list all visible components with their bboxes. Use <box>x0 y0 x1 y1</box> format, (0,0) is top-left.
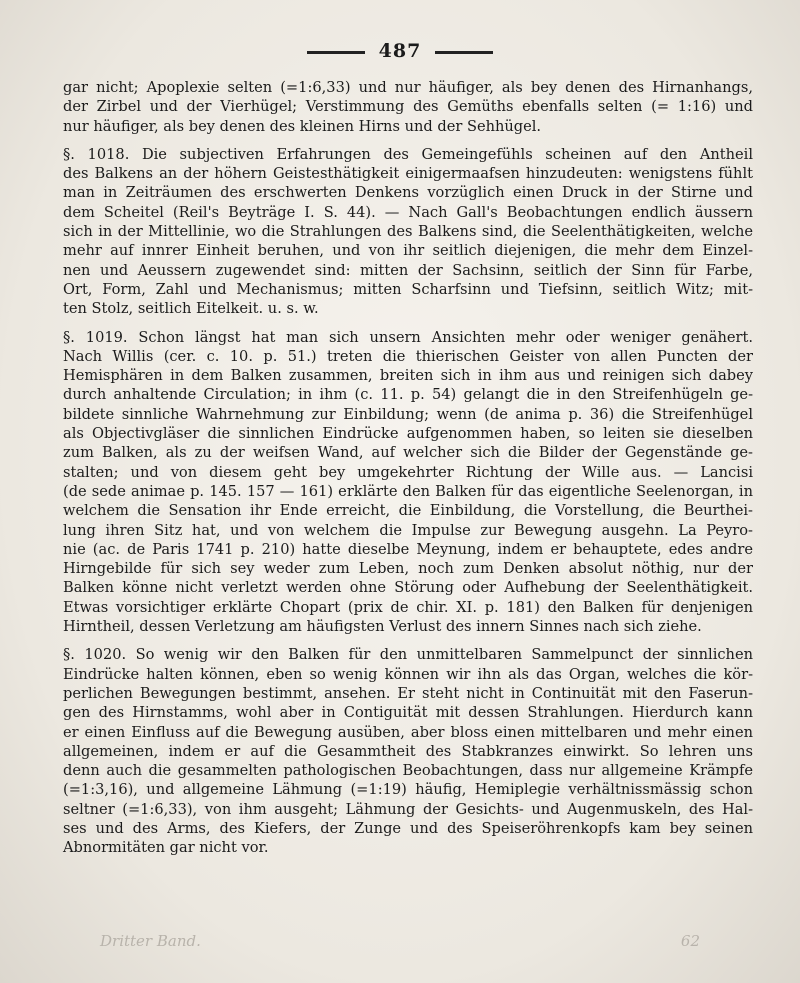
text-line: Ort, Form, Zahl und Mechanismus; mitten Scharfsinn und Tiefsinn, seitlich Witz; mit- <box>63 280 753 298</box>
text-line: denn auch die gesammelten pathologischen Beobachtungen, dass nur allgemeine Krämpfe <box>63 762 753 780</box>
text-line: bildete sinnliche Wahrnehmung zur Einbildung; wenn (de anima p. 36) die Streifenhügel <box>63 405 753 423</box>
text-line: (de sede animae p. 145. 157 — 161) erklärte den Balken für das eigentliche Seelenorgan, in <box>63 482 753 500</box>
paragraph <box>63 328 753 637</box>
paragraph <box>63 145 753 319</box>
text-line: er einen Einfluss auf die Bewegung ausüben, aber bloss einen mittelbaren und mehr einen <box>63 723 753 741</box>
text-line: gar nicht; Apoplexie selten (=1:6,33) und nur häufiger, als bey denen des Hirnanhangs, <box>63 79 753 96</box>
text-line: als Objectivgläser die sinnlichen Eindrücke aufgenommen haben, so leiten sie dieselben <box>63 425 753 443</box>
footer-signature: Dritter Band. <box>100 932 201 950</box>
text-line: stalten; und von diesem geht bey umgekehrter Richtung der Wille aus. — Lancisi <box>63 463 753 481</box>
text-line: Balken könne nicht verletzt werden ohne Störung oder Aufhebung der Seelenthätigkeit. <box>63 579 753 597</box>
text-line: nen und Aeussern zugewendet sind: mitten der Sachsinn, seitlich der Sinn für Farbe, <box>63 261 753 279</box>
text-line: Etwas vorsichtiger erklärte Chopart (prix de chir. XI. p. 181) den Balken für denjenigen <box>63 598 753 616</box>
text-line: des Balkens an der höhern Geistesthätigkeit einigermaafsen hinzudeuten: wenigstens fühlt <box>63 165 753 183</box>
text-line: allgemeinen, indem er auf die Gesammtheit des Stabkranzes einwirkt. So lehren uns <box>63 742 753 760</box>
paragraph <box>63 645 753 857</box>
page-number: 487 <box>378 40 422 62</box>
header-rule-left <box>307 51 365 54</box>
page-footer <box>100 932 700 950</box>
page-header <box>0 36 800 66</box>
text-line: dem Scheitel (Reil's Beyträge I. S. 44). — Nach Gall's Beobachtungen endlich äussern <box>63 203 753 221</box>
text-line: ten Stolz, seitlich Eitelkeit. u. s. w. <box>63 300 319 318</box>
text-line: (=1:3,16), und allgemeine Lähmung (=1:19) häufig, Hemiplegie verhältnissmässig schon <box>63 781 753 799</box>
paragraph <box>63 78 753 136</box>
text-line: gen des Hirnstamms, wohl aber in Contiguität mit dessen Strahlungen. Hierdurch kann <box>63 704 753 722</box>
text-line: Nach Willis (cer. c. 10. p. 51.) treten die thierischen Geister von allen Puncten der <box>63 347 753 365</box>
text-line: man in Zeiträumen des erschwerten Denkens vorzüglich einen Druck in der Stirne und <box>63 184 753 202</box>
text-line: durch anhaltende Circulation; in ihm (c. 11. p. 54) gelangt die in den Streifenhügeln ge- <box>63 386 753 404</box>
text-line: Hirngebilde für sich sey weder zum Leben, noch zum Denken absolut nöthig, nur der <box>63 560 753 578</box>
text-line: §. 1019. Schon längst hat man sich unsern Ansichten mehr oder weniger genähert. <box>63 328 753 346</box>
text-line: Hemisphären in dem Balken zusammen, breiten sich in ihm aus und reinigen sich dabey <box>63 367 753 385</box>
text-line: zum Balken, als zu der weifsen Wand, auf welcher sich die Bilder der Gegenstände ge- <box>63 444 753 462</box>
text-line: der Zirbel und der Vierhügel; Verstimmung des Gemüths ebenfalls selten (= 1:16) und <box>63 98 753 116</box>
footer-sheet-number: 62 <box>680 932 700 950</box>
text-line: §. 1018. Die subjectiven Erfahrungen des Gemeingefühls scheinen auf den Antheil <box>63 145 753 163</box>
page-body <box>63 78 753 858</box>
text-line: sich in der Mittellinie, wo die Strahlungen des Balkens sind, die Seelenthätigkeiten, welche <box>63 223 753 241</box>
text-line: welchem die Sensation ihr Ende erreicht, die Einbildung, die Vorstellung, die Beurthei- <box>63 502 753 520</box>
text-line: Abnormitäten gar nicht vor. <box>63 839 269 857</box>
text-line: mehr auf innrer Einheit beruhen, und von ihr seitlich diejenigen, die mehr dem Einzel- <box>63 242 753 260</box>
text-line: Hirntheil, dessen Verletzung am häufigsten Verlust des innern Sinnes nach sich ziehe. <box>63 618 702 636</box>
text-line: Eindrücke halten können, eben so wenig können wir ihn als das Organ, welches die kör- <box>63 665 753 683</box>
text-line: perlichen Bewegungen bestimmt, ansehen. Er steht nicht in Continuität mit den Faserun- <box>63 684 753 702</box>
text-line: nie (ac. de Paris 1741 p. 210) hatte dieselbe Meynung, indem er behauptete, edes andre <box>63 540 753 558</box>
text-line: seltner (=1:6,33), von ihm ausgeht; Lähmung der Gesichts- und Augenmuskeln, des Hal- <box>63 800 753 818</box>
text-line: lung ihren Sitz hat, und von welchem die Impulse zur Bewegung ausgehn. La Peyro- <box>63 521 753 539</box>
text-line: ses und des Arms, des Kiefers, der Zunge und des Speiseröhrenkopfs kam bey seinen <box>63 819 753 837</box>
text-line: §. 1020. So wenig wir den Balken für den unmittelbaren Sammelpunct der sinnlichen <box>63 646 753 664</box>
text-line: nur häufiger, als bey denen des kleinen Hirns und der Sehhügel. <box>63 117 542 135</box>
header-rule-right <box>435 51 493 54</box>
